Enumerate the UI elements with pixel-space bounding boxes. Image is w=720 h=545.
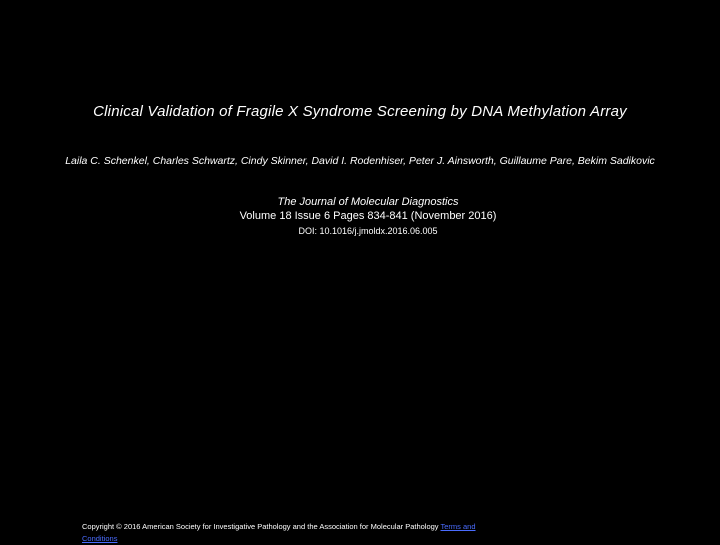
article-title: Clinical Validation of Fragile X Syndrome Screening by DNA Methylation Array (93, 103, 627, 120)
journal-name: The Journal of Molecular Diagnostics (277, 196, 459, 208)
doi-text: DOI: 10.1016/j.jmoldx.2016.06.005 (298, 226, 438, 236)
volume-info: Volume 18 Issue 6 Pages 834-841 (November 2016) (239, 210, 497, 222)
terms-and-conditions-link[interactable]: Terms and Conditions (82, 522, 476, 543)
copyright-notice (82, 521, 492, 545)
author-list: Laila C. Schenkel, Charles Schwartz, Cindy Skinner, David I. Rodenhiser, Peter J. Ainsworth, Guillaume Pare, Bekim Sadikovic (65, 155, 655, 167)
copyright-text: Copyright © 2016 American Society for Investigative Pathology and the Association for Molecular Pathology (82, 522, 439, 531)
